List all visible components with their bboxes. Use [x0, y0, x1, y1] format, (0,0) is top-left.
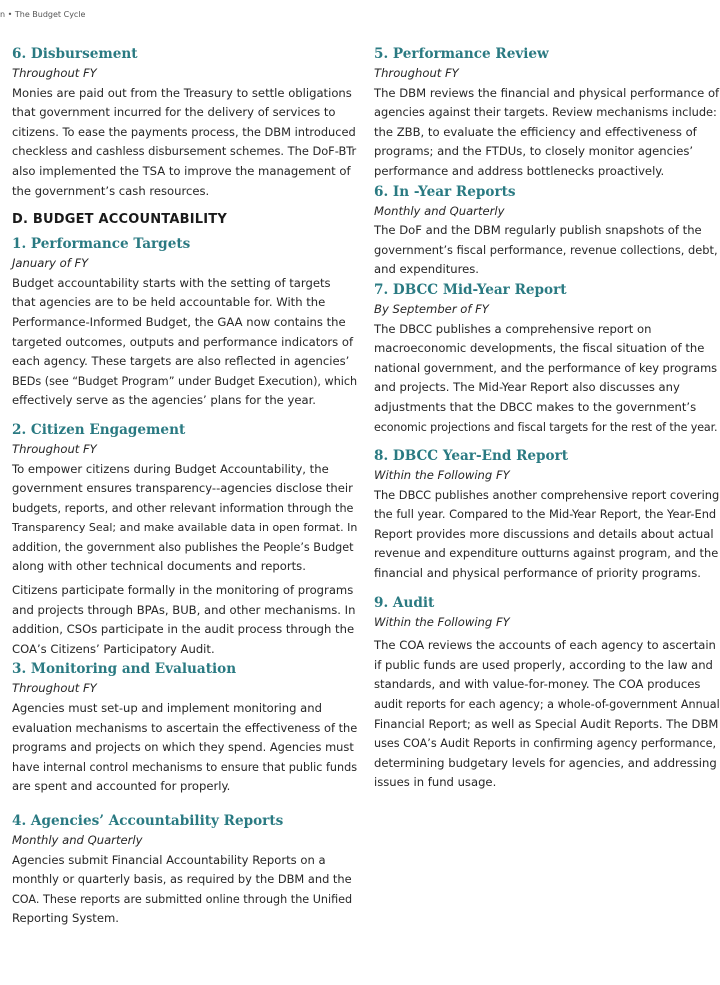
section-body — [12, 84, 357, 202]
section-title: 9. Audit — [374, 594, 435, 611]
body-line: adjustments that the DBCC makes to the government’s — [374, 399, 697, 414]
body-line: monthly or quarterly basis, as required by the DBM and the — [12, 872, 352, 887]
section-disbursement — [12, 44, 357, 201]
body-line: effectively serve as the agencies’ plans for the year. — [12, 393, 316, 408]
body-line: that agencies are to be held accountable for. With the — [12, 295, 326, 310]
body-line: programs and projects on which they spend. Agencies must — [12, 740, 354, 755]
body-line: are spent and accounted for properly. — [12, 779, 231, 794]
section-timing: Throughout FY — [12, 681, 97, 696]
body-line: The DoF and the DBM regularly publish snapshots of the — [374, 223, 702, 238]
section-body — [12, 851, 357, 929]
body-line: The DBM reviews the financial and physical performance of — [374, 85, 720, 100]
section-timing: Monthly and Quarterly — [374, 203, 505, 218]
body-line: Financial Report; as well as Special Audit Reports. The DBM — [374, 716, 719, 731]
section-body — [374, 221, 720, 280]
section-title: 4. Agencies’ Accountability Reports — [12, 813, 284, 829]
body-line: government ensures transparency--agencies disclose their — [12, 481, 353, 496]
section-body — [374, 636, 720, 793]
section-title: 3. Monitoring and Evaluation — [12, 661, 237, 678]
section-body — [12, 274, 357, 411]
body-line: Report provides more discussions and details about actual — [374, 526, 714, 541]
section-year-end-report — [374, 446, 720, 584]
body-line: The COA reviews the accounts of each agency to ascertain — [374, 638, 716, 653]
section-title: 6. Disbursement — [12, 46, 138, 62]
body-line: macroeconomic developments, the fiscal situation of the — [374, 341, 705, 356]
body-line: Agencies must set-up and implement monitoring and — [12, 701, 322, 716]
right-column — [374, 44, 720, 793]
body-line: To empower citizens during Budget Accountability, the — [12, 461, 329, 476]
body-line: national government, and the performance of key programs — [374, 360, 718, 375]
body-line: and projects. The Mid-Year Report also discusses any — [374, 380, 680, 395]
section-body — [374, 84, 720, 182]
body-line: evaluation mechanisms to ascertain the effectiveness of the — [12, 720, 358, 735]
body-line: checkless and cashless disbursement schemes. The DoF-BTr — [12, 144, 357, 159]
section-in-year-reports — [374, 182, 720, 280]
section-timing: Throughout FY — [12, 441, 97, 456]
body-line: BEDs (see “Budget Program” under Budget Execution), which — [12, 374, 358, 388]
section-title: 6. In -Year Reports — [374, 183, 516, 200]
body-line: and expenditures. — [374, 262, 479, 277]
body-line: have internal control mechanisms to ensure that public funds — [12, 760, 358, 774]
body-line: Agencies submit Financial Accountability Reports on a — [12, 852, 326, 867]
body-line: budgets, reports, and other relevant information through the — [12, 501, 354, 515]
section-title: 2. Citizen Engagement — [12, 421, 186, 438]
body-line: uses COA’s Audit Reports in confirming agency performance, — [374, 737, 717, 751]
section-timing: By September of FY — [374, 301, 489, 316]
section-timing: January of FY — [12, 256, 89, 271]
section-monitoring-evaluation — [12, 659, 357, 797]
body-line: Transparency Seal; and make available data in open format. In — [12, 521, 358, 535]
body-line: agencies against their targets. Review mechanisms include: — [374, 105, 717, 120]
body-line: programs; and the FTDUs, to closely monitor agencies’ — [374, 144, 694, 159]
body-line: standards, and with value-for-money. The COA produces — [374, 677, 701, 692]
body-line: along with other technical documents and reports. — [12, 559, 306, 574]
group-title-budget-accountability: D. BUDGET ACCOUNTABILITY — [12, 212, 227, 228]
section-timing: Within the Following FY — [374, 614, 510, 629]
body-line: audit reports for each agency; a whole-of-government Annual — [374, 698, 720, 712]
section-title: 1. Performance Targets — [12, 236, 191, 253]
body-line: addition, the government also publishes the People’s Budget — [12, 540, 354, 554]
body-line: financial and physical performance of priority programs. — [374, 566, 701, 581]
section-title: 7. DBCC Mid-Year Report — [374, 281, 567, 298]
body-line: performance and address bottlenecks proactively. — [374, 163, 665, 178]
body-line: targeted outcomes, outputs and performance indicators of — [12, 334, 354, 349]
body-line: revenue and expenditure outturns against program, and the — [374, 546, 719, 561]
body-line: each agency. These targets are also reflected in agencies’ — [12, 354, 350, 369]
section-timing: Monthly and Quarterly — [12, 833, 143, 847]
body-line: COA’s Citizens’ Participatory Audit. — [12, 641, 215, 656]
section-title: 8. DBCC Year-End Report — [374, 448, 569, 465]
body-line: determining budgetary levels for agencies, and addressing — [374, 755, 717, 770]
section-audit — [374, 593, 720, 793]
body-line: Performance-Informed Budget, the GAA now contains the — [12, 314, 346, 329]
left-column — [12, 44, 357, 929]
section-body — [12, 699, 357, 797]
section-body — [374, 320, 720, 438]
section-performance-targets — [12, 234, 357, 411]
body-line: The DBCC publishes a comprehensive report on — [374, 321, 652, 336]
body-line: COA. These reports are submitted online through the Unified — [12, 892, 353, 906]
body-line: addition, CSOs participate in the audit process through the — [12, 622, 355, 637]
body-line: issues in fund usage. — [374, 775, 497, 790]
section-timing: Throughout FY — [12, 66, 97, 80]
section-mid-year-report — [374, 280, 720, 437]
body-line: The DBCC publishes another comprehensive report covering — [374, 487, 720, 502]
body-line: and projects through BPAs, BUB, and other mechanisms. In — [12, 602, 356, 617]
body-line: if public funds are used properly, according to the law and — [374, 657, 713, 672]
body-line: citizens. To ease the payments process, the DBM introduced — [12, 124, 356, 139]
body-line: government’s fiscal performance, revenue collections, debt, — [374, 242, 718, 257]
body-line: that government incurred for the delivery of services to — [12, 105, 336, 120]
section-body — [374, 486, 720, 584]
section-accountability-reports — [12, 811, 357, 929]
body-line: the government’s cash resources. — [12, 183, 210, 198]
section-body — [12, 581, 357, 659]
body-line: economic projections and fiscal targets for the rest of the year. — [374, 420, 718, 434]
body-line: Reporting System. — [12, 911, 119, 926]
body-line: also implemented the TSA to improve the management of — [12, 163, 351, 178]
section-timing: Within the Following FY — [374, 468, 510, 483]
section-title: 5. Performance Review — [374, 46, 549, 62]
section-citizen-engagement — [12, 420, 357, 660]
body-line: Monies are paid out from the Treasury to settle obligations — [12, 85, 352, 100]
body-line: the ZBB, to evaluate the efficiency and effectiveness of — [374, 124, 697, 139]
body-line: Budget accountability starts with the setting of targets — [12, 275, 331, 290]
section-performance-review — [374, 44, 720, 182]
running-head: n • The Budget Cycle — [0, 10, 86, 19]
section-body — [12, 460, 357, 578]
section-timing: Throughout FY — [374, 66, 459, 80]
body-line: Citizens participate formally in the monitoring of programs — [12, 583, 354, 598]
body-line: the full year. Compared to the Mid-Year Report, the Year-End — [374, 507, 717, 522]
